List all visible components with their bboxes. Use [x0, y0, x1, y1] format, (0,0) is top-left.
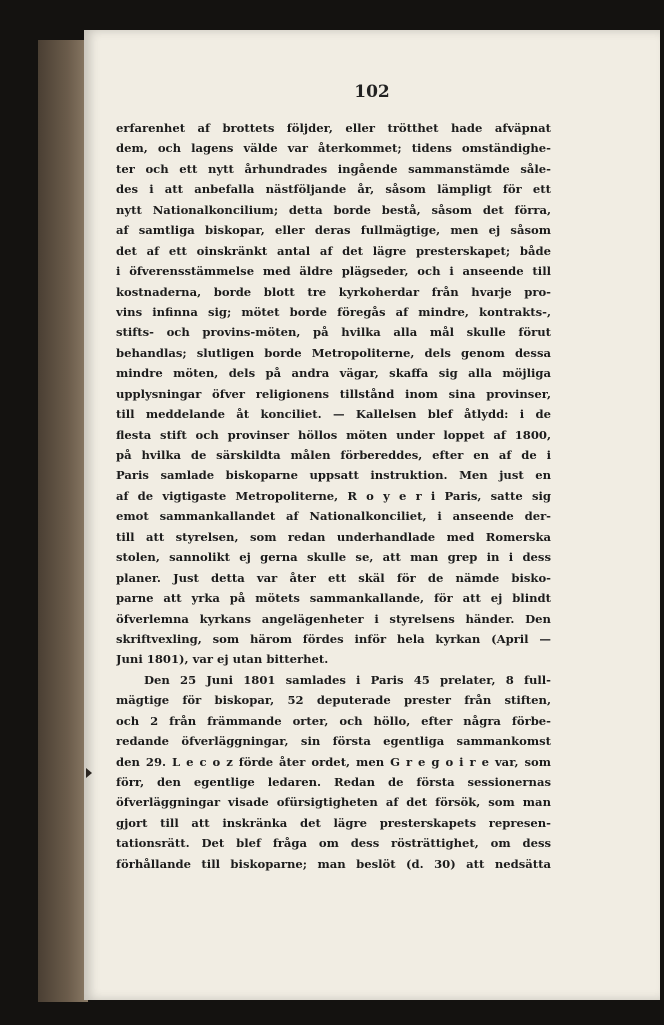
- text-line: Den 25 Juni 1801 samlades i Paris 45 prelater, 8 full-: [144, 672, 551, 687]
- text-line: af de vigtigaste Metropoliterne, R o y e r i Paris, satte sig: [116, 488, 551, 503]
- text-line: vins infinna sig; mötet borde föregås af mindre, kontrakts-,: [116, 304, 551, 319]
- text-line: förhållande till biskoparne; man beslöt (d. 30) att nedsätta: [116, 856, 551, 871]
- text-line: planer. Just detta var åter ett skäl för de nämde bisko-: [116, 570, 551, 585]
- page-number: 102: [354, 82, 390, 102]
- text-line: erfarenhet af brottets följder, eller trötthet hade afväpnat: [116, 121, 551, 135]
- text-line: i öfverensstämmelse med äldre plägseder, och i anseende till: [116, 264, 551, 279]
- text-line: förr, den egentlige ledaren. Redan de första sessionernas: [116, 775, 551, 789]
- text-line: till att styrelsen, som redan underhandlade med Romerska: [116, 529, 551, 544]
- margin-mark: [86, 768, 92, 778]
- text-line: behandlas; slutligen borde Metropoliterne, dels genom dessa: [116, 345, 551, 360]
- text-line: mägtige för biskopar, 52 deputerade prester från stiften,: [116, 693, 551, 708]
- text-line: des i att anbefalla nästföljande år, såsom lämpligt för ett: [116, 182, 551, 197]
- text-line: gjort till att inskränka det lägre presterskapets represen-: [116, 815, 551, 830]
- text-line: flesta stift och provinser höllos möten under loppet af 1800,: [116, 427, 551, 442]
- text-line: redande öfverläggningar, sin första egentliga sammankomst: [116, 734, 551, 749]
- text-line: emot sammankallandet af Nationalkonciliet, i anseende der-: [116, 509, 551, 524]
- text-line: Paris samlade biskoparne uppsatt instruktion. Men just en: [116, 468, 551, 483]
- text-line: till meddelande åt konciliet. — Kallelsen blef åtlydd: i de: [116, 407, 551, 422]
- text-line: tationsrätt. Det blef fråga om dess rösträttighet, om dess: [116, 836, 551, 851]
- text-line: den 29. L e c o z förde åter ordet, men G r e g o i r e var, som: [116, 754, 551, 769]
- body-text: [116, 118, 551, 874]
- text-line: öfverlemna kyrkans angelägenheter i styrelsens händer. Den: [116, 611, 551, 626]
- text-line: stifts- och provins-möten, på hvilka alla mål skulle förut: [116, 325, 551, 340]
- text-line: upplysningar öfver religionens tillstånd inom sina provinser,: [116, 386, 551, 401]
- text-line: dem, och lagens välde var återkommet; tidens omständighe-: [116, 141, 551, 156]
- text-line: Juni 1801), var ej utan bitterhet.: [116, 652, 329, 667]
- text-line: parne att yrka på mötets sammankallande, för att ej blindt: [116, 591, 551, 606]
- text-line: mindre möten, dels på andra vägar, skaffa sig alla möjliga: [116, 366, 551, 381]
- text-line: stolen, sannolikt ej gerna skulle se, att man grep in i dess: [116, 550, 551, 565]
- text-line: af samtliga biskopar, eller deras fullmägtige, men ej såsom: [116, 223, 551, 238]
- book-edge: [38, 40, 88, 1002]
- text-line: kostnaderna, borde blott tre kyrkoherdar från hvarje pro-: [116, 284, 551, 299]
- text-line: ter och ett nytt århundrades ingående sammanstämde såle-: [116, 161, 551, 176]
- text-line: det af ett oinskränkt antal af det lägre presterskapet; både: [116, 243, 551, 258]
- text-line: och 2 från främmande orter, och höllo, efter några förbe-: [116, 713, 551, 728]
- text-line: nytt Nationalkoncilium; detta borde bestå, såsom det förra,: [116, 202, 551, 217]
- text-line: på hvilka de särskildta målen förbereddes, efter en af de i: [116, 448, 551, 462]
- text-line: öfverläggningar visade ofürsigtigheten af det försök, som man: [116, 795, 551, 810]
- text-line: skriftvexling, som härom fördes inför hela kyrkan (April —: [116, 631, 551, 646]
